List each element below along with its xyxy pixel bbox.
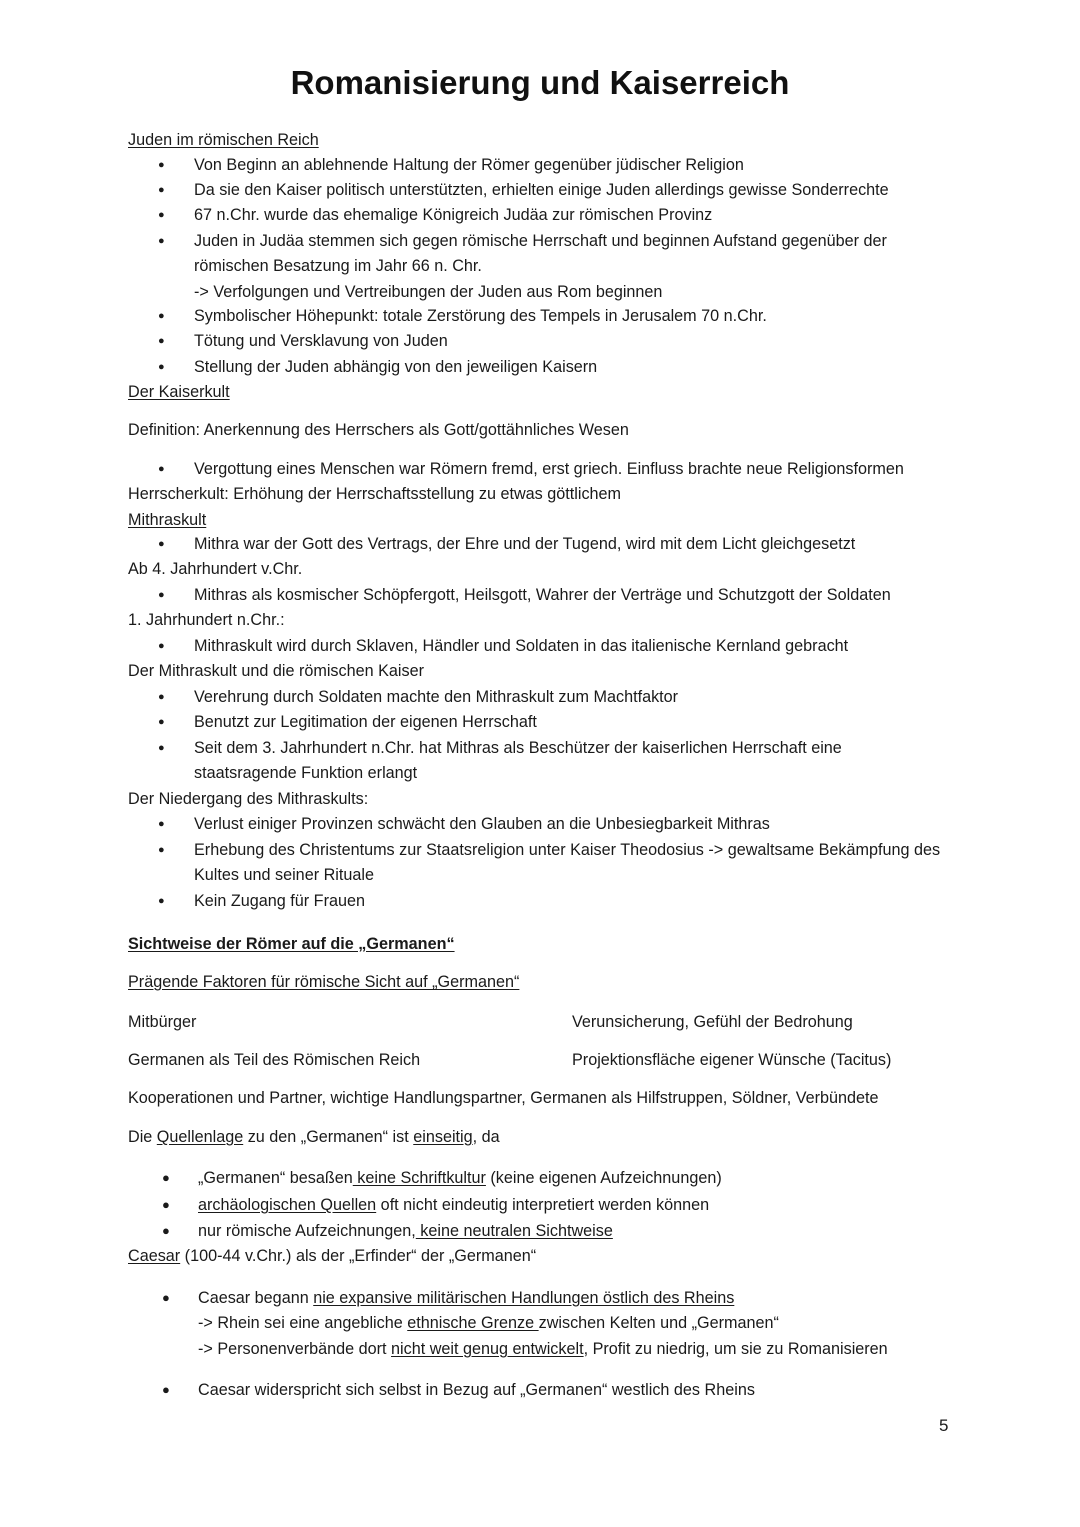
bullet: ● [158,844,165,856]
list-item: Verehrung durch Soldaten machte den Mithraskult zum Machtfaktor [194,688,679,706]
text-underlined: keine neutralen Sichtweise [415,1222,613,1240]
text-underlined: nie expansive militärischen Handlungen östlich des Rheins [313,1289,735,1307]
bullet: ● [158,209,165,221]
paragraph [128,1246,536,1266]
list-item: 67 n.Chr. wurde das ehemalige Königreich Judäa zur römischen Provinz [194,206,713,224]
bullet: ● [158,742,165,754]
text-underlined: einseitig [413,1128,473,1146]
text-underlined: nicht weit genug entwickelt [391,1340,584,1358]
text: zwischen Kelten und „Germanen“ [538,1314,779,1332]
paragraph: Ab 4. Jahrhundert v.Chr. [128,560,303,578]
bullet: ● [158,335,165,347]
text-underlined: Caesar [128,1247,181,1265]
list-item [198,1221,613,1241]
bullet: ● [158,361,165,373]
list-item: Symbolischer Höhepunkt: totale Zerstörung des Tempels in Jerusalem 70 n.Chr. [194,307,767,325]
subheading: Der Mithraskult und die römischen Kaiser [128,662,424,680]
list-item [198,1168,722,1188]
list-item [198,1288,734,1308]
text: -> Rhein sei eine angebliche [198,1314,408,1332]
list-item: Mithras als kosmischer Schöpfergott, Heilsgott, Wahrer der Verträge und Schutzgott der Soldaten [194,586,891,604]
bullet: ● [158,716,165,728]
bullet: ● [158,691,165,703]
list-item-continuation: römischen Besatzung im Jahr 66 n. Chr. [194,257,482,275]
list-item: Mithraskult wird durch Sklaven, Händler und Soldaten in das italienische Kernland gebracht [194,637,849,655]
bullet: ● [162,1290,170,1305]
text: oft nicht eindeutig interpretiert werden können [376,1196,710,1214]
list-item: Erhebung des Christentums zur Staatsreligion unter Kaiser Theodosius -> gewaltsame Bekämpfung des [194,841,941,859]
text-underlined: Quellenlage [156,1128,244,1146]
list-item: Stellung der Juden abhängig von den jeweiligen Kaisern [194,358,598,376]
list-item-continuation [198,1339,888,1359]
page-title: Romanisierung und Kaiserreich [290,64,790,101]
section-heading-mithraskult: Mithraskult [128,511,207,529]
quellenlage-line [128,1127,500,1147]
bullet: ● [158,159,165,171]
factor-right: Projektionsfläche eigener Wünsche (Tacitus) [572,1051,892,1069]
list-item: Verlust einiger Provinzen schwächt den Glauben an die Unbesiegbarkeit Mithras [194,815,770,833]
paragraph: Herrscherkult: Erhöhung der Herrschaftsstellung zu etwas göttlichem [128,485,622,503]
paragraph: 1. Jahrhundert n.Chr.: [128,611,285,629]
bullet: ● [158,640,165,652]
bullet: ● [162,1223,170,1238]
list-item: Vergottung eines Menschen war Römern fremd, erst griech. Einfluss brachte neue Religionsformen [194,460,904,478]
list-item-continuation: Kultes und seiner Rituale [194,866,374,884]
paragraph: Kooperationen und Partner, wichtige Handlungspartner, Germanen als Hilfstruppen, Söldner, Verbündete [128,1089,879,1107]
bullet: ● [158,235,165,247]
section-heading-kaiserkult: Der Kaiserkult [128,383,230,401]
list-item: Von Beginn an ablehnende Haltung der Römer gegenüber jüdischer Religion [194,156,744,174]
list-item-continuation: staatsragende Funktion erlangt [194,764,418,782]
factor-left: Mitbürger [128,1013,197,1031]
text-underlined: ethnische Grenze [407,1314,539,1332]
list-item: Tötung und Versklavung von Juden [194,332,448,350]
list-item-continuation [198,1313,779,1333]
text: , Profit zu niedrig, um sie zu Romanisieren [583,1340,888,1358]
text: Die [128,1128,157,1146]
list-item-continuation: -> Verfolgungen und Vertreibungen der Juden aus Rom beginnen [194,283,663,301]
factor-left: Germanen als Teil des Römischen Reich [128,1051,421,1069]
text: (keine eigenen Aufzeichnungen) [485,1169,722,1187]
factor-right: Verunsicherung, Gefühl der Bedrohung [572,1013,853,1031]
subheading: Prägende Faktoren für römische Sicht auf „Germanen“ [128,973,520,991]
text-underlined: archäologischen Quellen [198,1196,377,1214]
bullet: ● [162,1197,170,1212]
list-item: Juden in Judäa stemmen sich gegen römische Herrschaft und beginnen Aufstand gegenüber der [194,232,887,250]
definition-text: Definition: Anerkennung des Herrschers als Gott/gottähnliches Wesen [128,421,629,439]
bullet: ● [158,895,165,907]
text: (100-44 v.Chr.) als der „Erfinder“ der „Germanen“ [180,1247,537,1265]
subheading: Der Niedergang des Mithraskults: [128,790,369,808]
bullet: ● [158,589,165,601]
bullet: ● [158,538,165,550]
bullet: ● [158,463,165,475]
list-item [198,1195,709,1215]
text: zu den „Germanen“ ist [243,1128,414,1146]
section-heading-germanen: Sichtweise der Römer auf die „Germanen“ [128,935,455,953]
text: -> Personenverbände dort [198,1340,392,1358]
list-item: Kein Zugang für Frauen [194,892,365,910]
page-number: 5 [939,1416,949,1435]
section-heading-juden: Juden im römischen Reich [128,131,319,149]
list-item: Seit dem 3. Jahrhundert n.Chr. hat Mithras als Beschützer der kaiserlichen Herrschaft eine [194,739,842,757]
list-item: Benutzt zur Legitimation der eigenen Herrschaft [194,713,537,731]
bullet: ● [158,310,165,322]
list-item: Mithra war der Gott des Vertrags, der Ehre und der Tugend, wird mit dem Licht gleichgesetzt [194,535,856,553]
text: Caesar begann [198,1289,314,1307]
text: „Germanen“ besaßen [198,1169,353,1187]
list-item: Caesar widerspricht sich selbst in Bezug auf „Germanen“ westlich des Rheins [198,1381,755,1399]
text: , da [472,1128,500,1146]
bullet: ● [162,1382,170,1397]
text: nur römische Aufzeichnungen, [198,1222,416,1240]
text-underlined: keine Schriftkultur [352,1169,486,1187]
bullet: ● [162,1170,170,1185]
bullet: ● [158,818,165,830]
bullet: ● [158,184,165,196]
list-item: Da sie den Kaiser politisch unterstützten, erhielten einige Juden allerdings gewisse Sonderrechte [194,181,889,199]
